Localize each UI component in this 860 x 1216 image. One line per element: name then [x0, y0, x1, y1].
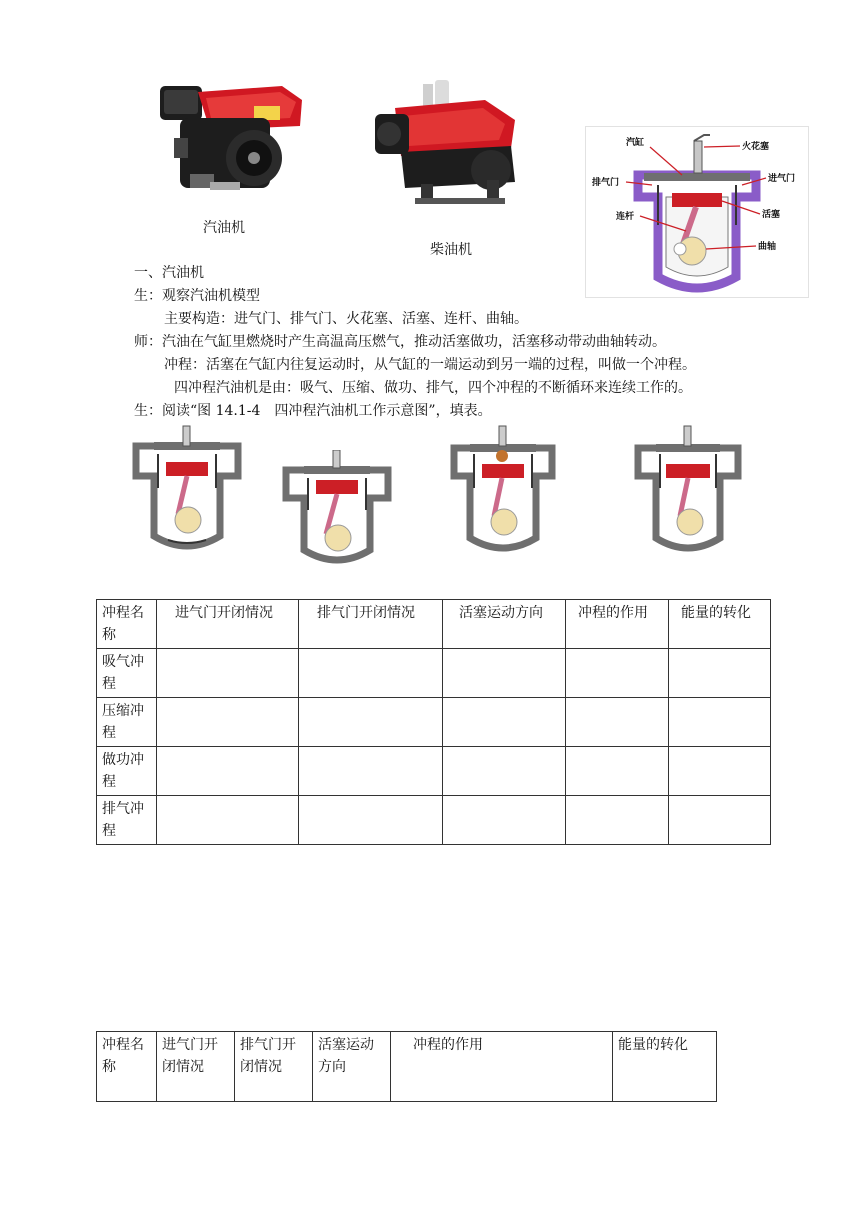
label-cylinder: 汽缸: [626, 138, 645, 148]
row-label-compression: 压缩冲程: [97, 698, 157, 747]
header-intake-valve: 进气门开闭情况: [157, 1032, 235, 1102]
stroke-diagram-2: [282, 450, 392, 566]
text-line-read-figure: 生：阅读“图 14.1-4 四冲程汽油机工作示意图”，填表。: [134, 403, 492, 419]
table-row: [97, 796, 771, 845]
text-line-four-stroke: 四冲程汽油机是由：吸气、压缩、做功、排气，四个冲程的不断循环来连续工作的。: [174, 380, 692, 396]
header-piston-direction: 活塞运动方向: [313, 1032, 391, 1102]
header-stroke-function: 冲程的作用: [391, 1032, 613, 1102]
cell-exhaust-valve[interactable]: [299, 698, 443, 747]
engine-cross-section-diagram: [585, 126, 809, 298]
cell-intake-valve[interactable]: [157, 649, 299, 698]
diesel-engine-image: [365, 78, 525, 210]
label-intake-valve: 进气门: [768, 174, 796, 184]
cell-stroke-function[interactable]: [566, 698, 669, 747]
cell-stroke-function[interactable]: [566, 649, 669, 698]
row-label-intake: 吸气冲程: [97, 649, 157, 698]
header-intake-valve: 进气门开闭情况: [157, 600, 299, 649]
label-crankshaft: 曲轴: [758, 242, 777, 252]
label-piston: 活塞: [762, 210, 781, 220]
label-exhaust-valve: 排气门: [592, 178, 620, 188]
text-line-observe-model: 生：观察汽油机模型: [134, 288, 260, 304]
row-label-power: 做功冲程: [97, 747, 157, 796]
cell-energy-conversion[interactable]: [669, 698, 771, 747]
cell-energy-conversion[interactable]: [669, 796, 771, 845]
cell-piston-direction[interactable]: [443, 796, 566, 845]
gasoline-engine-image: [150, 78, 310, 198]
stroke-diagram-1: [132, 424, 242, 550]
text-line-teacher-explanation: 师：汽油在气缸里燃烧时产生高温高压燃气，推动活塞做功，活塞移动带动曲轴转动。: [134, 334, 666, 350]
gasoline-engine-caption: 汽油机: [203, 220, 245, 236]
table-row: [97, 747, 771, 796]
text-line-main-structure: 主要构造：进气门、排气门、火花塞、活塞、连杆、曲轴。: [164, 311, 528, 327]
cell-intake-valve[interactable]: [157, 698, 299, 747]
header-stroke-name: 冲程名称: [97, 1032, 157, 1102]
cell-exhaust-valve[interactable]: [299, 747, 443, 796]
table-row: [97, 649, 771, 698]
cell-piston-direction[interactable]: [443, 747, 566, 796]
diesel-engine-caption: 柴油机: [430, 242, 472, 258]
cell-exhaust-valve[interactable]: [299, 796, 443, 845]
header-exhaust-valve: 排气门开闭情况: [235, 1032, 313, 1102]
table-row: [97, 698, 771, 747]
cell-intake-valve[interactable]: [157, 747, 299, 796]
header-exhaust-valve: 排气门开闭情况: [299, 600, 443, 649]
row-label-exhaust: 排气冲程: [97, 796, 157, 845]
cell-piston-direction[interactable]: [443, 649, 566, 698]
stroke-table-second: [96, 1031, 717, 1102]
header-energy-conversion: 能量的转化: [669, 600, 771, 649]
cell-exhaust-valve[interactable]: [299, 649, 443, 698]
stroke-diagram-4: [634, 424, 742, 552]
cross-section-drawing: [638, 135, 756, 288]
header-stroke-function: 冲程的作用: [566, 600, 669, 649]
table-header-row: [97, 1032, 717, 1102]
header-stroke-name: 冲程名称: [97, 600, 157, 649]
text-line-stroke-definition: 冲程：活塞在气缸内往复运动时，从气缸的一端运动到另一端的过程，叫做一个冲程。: [164, 357, 696, 373]
cell-stroke-function[interactable]: [566, 747, 669, 796]
section-heading-gasoline-engine: 一、汽油机: [134, 265, 204, 281]
table-header-row: [97, 600, 771, 649]
label-spark-plug: 火花塞: [742, 142, 770, 152]
label-connecting-rod: 连杆: [616, 212, 635, 222]
cell-energy-conversion[interactable]: [669, 649, 771, 698]
stroke-table: [96, 599, 771, 845]
cell-energy-conversion[interactable]: [669, 747, 771, 796]
stroke-diagram-3: [450, 424, 556, 552]
cell-intake-valve[interactable]: [157, 796, 299, 845]
header-energy-conversion: 能量的转化: [613, 1032, 717, 1102]
cell-stroke-function[interactable]: [566, 796, 669, 845]
header-piston-direction: 活塞运动方向: [443, 600, 566, 649]
cell-piston-direction[interactable]: [443, 698, 566, 747]
